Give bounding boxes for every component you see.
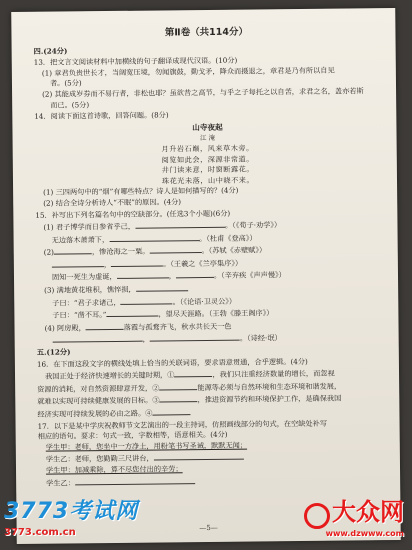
watermark-brand: 3773考试网 — [4, 499, 139, 524]
q15-text: (2) — [43, 247, 54, 257]
q15-text: 。（辛弃疾《声声慢》） — [213, 270, 286, 281]
q13-part1-line2: 者。(5分) — [49, 78, 82, 88]
section-4-header: 四.(24分) — [33, 46, 68, 56]
q16-text: 就难以实现可持续健康发展的目标。③ — [37, 395, 160, 407]
q13-part2-line1: (2) 其能成岁券而不易行者，非松也耶？虽欲昔之高节，与乎之子每托之以自苦，求君之名，盖亦若斯 — [42, 86, 364, 99]
q16-text: ，推进资源节约和环境保护工作，是确保我国 — [197, 393, 342, 405]
question-17: 17．以下是某中学庆祝教师节文艺演出的一段主持词，仿照画线部分的句式，在空缺处补写 — [37, 418, 328, 431]
q13-part1-line1: (1) 章君负贵世长才，当阔宽压境，勿闻旗鼓，勤戈矛，降众而摄退之，章君是乃有所以自见 — [41, 65, 335, 78]
poem-title: 山寺夜起 — [192, 122, 223, 132]
answer-blank[interactable] — [53, 333, 143, 343]
q15-text: 。（《荀子·劝学》） — [224, 220, 282, 230]
q14-part1: (1) 三四两句中的“烟”有哪些特点？诗人是如何描写的？(4分) — [43, 185, 239, 198]
poem-line: 阅览如此会，深源非常道。 — [161, 154, 254, 164]
page-number: —5— — [199, 523, 218, 533]
q14-part2: (2) 结合全诗分析诗人“不眠”的原因。(4分) — [43, 197, 182, 208]
answer-blank[interactable] — [150, 332, 240, 342]
watermark-brand: 大众网 — [332, 498, 404, 526]
answer-blank[interactable] — [109, 232, 199, 242]
poem-author: 江 淹 — [199, 134, 216, 143]
answer-blank[interactable] — [159, 381, 197, 390]
q16-text: 资源的消耗，对自然资源肆意开发，② — [37, 383, 160, 394]
q17-text: 学生乙： — [46, 477, 75, 488]
q15-text: 。（《论语·卫灵公》） — [172, 296, 237, 307]
q16-text: 经济实现可持续发展的必由之路。④ — [37, 408, 153, 419]
q15-text: (1) 君子博学而日参省乎己， — [43, 221, 136, 232]
q16-text: 我国正处于经济快速增长的关键时期，① — [44, 370, 175, 381]
q15-text: 满地黄花堆积，憔悴损， — [56, 284, 136, 295]
answer-blank[interactable] — [117, 270, 169, 280]
q15-text: 落霞与孤鹜齐飞，秋水共长天一色 — [123, 321, 232, 332]
q17-text: 学生乙：老师，您勤勤三尺讲台， — [45, 453, 154, 465]
q15-text: （王勃《滕王阁序》） — [208, 308, 274, 319]
answer-blank[interactable] — [86, 321, 124, 330]
q15-text: 。（苏轼《赤壁赋》） — [201, 245, 267, 256]
watermark-3773 — [4, 494, 164, 546]
section-5-header: 五.(12分) — [36, 347, 71, 357]
q15-text: 子曰：“君子求诸己， — [52, 297, 121, 308]
q15-text: ，惨沧海之一粟。 — [91, 246, 150, 257]
question-14: 14．阅读下面这首诗歌，回答问题。(8分) — [34, 110, 169, 121]
answer-blank[interactable] — [136, 282, 188, 292]
answer-blank[interactable] — [149, 244, 201, 254]
q15-text: 无边落木萧萧下， — [51, 234, 110, 245]
poem-line: 珠花光未落，山中晓不来。 — [161, 175, 255, 186]
q17-underlined-text: 学生甲：老师，您坐中一方净土，用粉笔书写圣诫，默默无闻； — [45, 440, 248, 452]
answer-blank[interactable] — [111, 257, 163, 267]
watermark-url: 3773.com.cn — [4, 527, 76, 538]
emblem-icon — [304, 503, 330, 529]
q17-line2: 相应的语句。要求：句式一致，字数相等，语意相关。(4分) — [37, 429, 228, 441]
question-16: 16．在下面这段文字的横线处填上恰当的关联词语，要求语意贯通，合乎逻辑。(4分) — [36, 356, 308, 369]
answer-blank[interactable] — [159, 394, 197, 403]
q15-text: ， — [168, 271, 176, 281]
q15-text: 子曰：“凿不耳。” — [52, 310, 107, 320]
poem-line: 月升岩石巅，风来草木旁。 — [161, 143, 254, 154]
answer-blank[interactable] — [54, 245, 92, 254]
answer-blank[interactable] — [174, 368, 212, 377]
q15-text: 。（杜甫《登高》） — [199, 233, 257, 243]
q15-text: ，望尽天涯路。 — [158, 309, 209, 319]
watermark-logo-row — [254, 492, 404, 529]
q15-text: (4) 阿房殿， — [44, 323, 86, 333]
q15-text: 。（诗经·氓） — [239, 333, 282, 344]
answer-blank[interactable] — [106, 308, 158, 318]
q15-text: 固知一死生为虚诞， — [51, 272, 117, 283]
watermark-dzwww — [254, 492, 404, 544]
answer-blank[interactable] — [52, 258, 104, 268]
q17-underlined-text: 学生甲：加减乘除，算不尽您付出的辛劳； — [45, 464, 183, 475]
question-15: 15．补写出下列名篇名句中的空缺部分。(任选3个小题)(6分) — [35, 208, 231, 220]
answer-blank[interactable] — [152, 406, 190, 415]
answer-blank[interactable] — [75, 475, 195, 485]
q15-text: ， — [103, 259, 112, 269]
question-13: 13．把文言文阅读材料中加横线的句子翻译成现代汉语。(10分) — [33, 55, 238, 67]
q15-text: ， — [142, 335, 150, 345]
q17-line6 — [38, 473, 384, 489]
paper-content — [33, 26, 384, 544]
q15-text: (3) — [44, 285, 55, 295]
q13-part2-line2: 而已。(5分) — [50, 99, 90, 110]
q16-text: 能源等必须与自然环境和生态环境和谐发展， — [197, 381, 342, 392]
answer-blank[interactable] — [176, 269, 214, 278]
answer-blank[interactable] — [121, 295, 173, 305]
q16-text: ，我们只注重经济数量的增长，而忽视 — [212, 368, 335, 380]
exam-paper — [11, 8, 401, 544]
section-title: 第Ⅱ卷（共114分） — [164, 26, 249, 39]
answer-blank[interactable] — [154, 451, 244, 461]
answer-blank[interactable] — [135, 219, 225, 229]
poem-line: 井门读来意，时窗断露花。 — [161, 164, 255, 175]
watermark-url: www.dzwww.com — [325, 528, 404, 538]
q15-text: 。（王羲之《兰亭集序》） — [163, 258, 243, 269]
